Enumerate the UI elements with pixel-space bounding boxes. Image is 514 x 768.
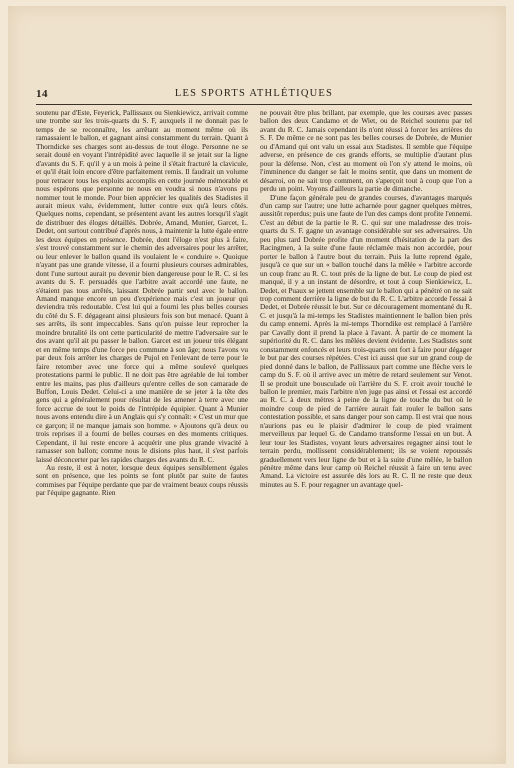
right-paragraph: ne pouvait être plus brillant, par exemple, que les courses avec passes ballon des deux Candamo et de Wiet, ou de Reichel soutenu par tel avant du R. C. Jamais cependant ils n'ont réussi à forcer les arrières du S. F. De même ce ne sont pas les belles courses de Dobrée, de Munier ou d'Amand qui ont valu un essai aux Stadistes. Il semble que l'équipe adverse, en présence de ces grands efforts, se multiplie d'autant plus pour la défense. Non, c'est au moment où l'on s'y attend le moins, où l'imminence du danger se fait le moins sentir, que dans un moment de désarroi, on ne sait trop comment, on s'aperçoit tout à coup que l'on a perdu un point. Voyons d'ailleurs la partie de dimanche. <box>260 109 472 194</box>
right-paragraph: D'une façon générale peu de grandes courses, d'avantages marqués d'un camp sur l'autre; une lutte acharnée pour gagner quelques mètres, aussitôt reperdus; puis une faute de l'un des camps dont profite l'ennemi. C'est au début de la partie le R. C. qui sur une maladresse des trois-quarts du S. F. gagne un avantage considérable sur ses adversaires. Un peu plus tard Dobrée profite d'un moment d'hésitation de la part des Racingmen, à la suite d'une faute réclamée mais non accordée, pour porter le ballon à l'autre bout du terrain. Puis la lutte reprend égale, jusqu'à ce que sur un « ballon touché dans la mêlée » l'arbitre accorde un coup franc au R. C. tout près de la ligne de but. Le coup de pied est manqué, il y a un instant de désordre, et tout à coup Sienkiewicz, L. Dedet, et Puaux se jettent ensemble sur le ballon qui a pénétré on ne sait trop comment derrière la ligne de but du R. C. L'arbitre accorde l'essai à Dedet, et Dobrée réussit le but. Sur ce découragement momentané du R. C. et jusqu'à la mi-temps les Stadistes maintiennent le ballon bien près du camp ennemi. Après la mi-temps Thorndike est remplacé à l'arrière par Cavally dont il prend la place à l'avant. À partir de ce moment la supériorité du R. C. dans les mêlées devient évidente. Les Stadistes sont constamment enfoncés et leurs trois-quarts ont fort à faire pour dégager le but par des courses répétées. C'est ici aussi que sur un grand coup de pied donné dans le ballon, de Pallissaux part comme une flèche vers le camp du S. F. où il arrive avec un mètre de retard seulement sur Venot. Il se produit une bousculade où l'arrière du S. F. croit avoir touché le ballon le premier, mais l'arbitre n'en juge pas ainsi et l'essai est accordé au R. C. à deux mètres à peine de la ligne de touche du but où le moindre coup de pied de l'arrière aurait fait rouler le ballon sans contestation possible, et sans danger pour son camp. Il est vrai que nous n'aurions pas eu le plaisir d'admirer le coup de pied vraiment merveilleux par lequel G. de Candamo transforme l'essai en un but. À leur tour les Stadistes, voyant leurs adversaires regagner ainsi tout le terrain perdu, mollissent considérablement; ils se voient repoussés graduellement vers leur ligne de but et à la suite d'une mêlée, le ballon pénètre même dans leur camp où Reichel réussit à faire un tenu avec Amand. La victoire est assurée dès lors au R. C. Il ne reste que deux minutes au S. F. pour regagner un avantage quel- <box>260 192 472 489</box>
left-column <box>36 109 248 693</box>
header-rule <box>36 104 472 105</box>
left-paragraph: soutenu par d'Este, Feyerick, Pallissaux ou Sienkiewicz, arrivait comme une trombe sur les trois-quarts du S. F, auxquels il ne donnait pas le temps de se reconnaître, les arrêtant au moment même où ils ramassaient le ballon, et gagnant ainsi constamment du terrain. Quant à Thorndicke ses charges sont au-dessus de tout éloge. Personne ne se serait douté en voyant l'intrépidité avec laquelle il se jetait sur la ligne d'avants du S. F. qu'il y a un mois à peine il s'était fracturé la clavicule, et qu'il était loin encore d'être parfaitement remis. Il faudrait un volume pour retracer tous les exploits accomplis en cette journée mémorable et nous espérons que personne ne nous en voudra si nous n'avons pu nommer tout le monde. Pour bien apprécier les qualités des Stadistes il aurait mieux valu, évidemment, lutter contre eux qu'à leurs côtés. Quelques noms, cependant, se présentent avant les autres lorsqu'il s'agit de distribuer des éloges détaillés. Dobrée, Amand, Munier, Garcet, L. Dedet, ont surtout contribué d'après nous, à maintenir la lutte égale entre les deux équipes en présence. Dobrée, dont l'éloge n'est plus à faire, s'est trouvé constamment sur le chemin des adversaires pour les arrêter, ou leur enlever le ballon quand ils voulaient le « conduire ». Quoique n'ayant pas une grande vitesse, il a fourni plusieurs courses admirables, dont l'une surtout aurait pu devenir bien dangereuse pour le R. C. si les avants du S. F. persuadés que l'arbitre avait accordé une faute, ne s'étaient pas tous arrêtés, laissant Dobrée partir seul avec le ballon. Amand manque encore un peu d'expérience mais c'est un joueur qui deviendra très redoutable. C'est lui qui a fourni les plus belles courses du côté du S. F. dégageant ainsi plusieurs fois son but menacé. Quant à ses arrêts, ils sont impeccables. Sans qu'on puisse leur reprocher la moindre brutalité ils ont cette particularité de mettre l'adversaire sur le dos avant qu'il ait pu passer le ballon. Garcet est un joueur très élégant et en même temps d'une force peu commune à son âge; nous l'avons vu par deux fois arrêter les charges de Pujol en l'enlevant de terre pour le faire retomber avec une force qui a même soulevé quelques protestations parmi le public. Il ne doit pas être agréable de lui tomber entre les mains, pas plus d'ailleurs qu'entre celles de son camarade de Buffon, Louis Dedet. Celui-ci a une manière de se jeter à la tête des gens qui a généralement pour résultat de les amener à terre avec une force accrue de tout le poids de l'intrépide équipier. Quant à Munier nous avons entendu dire à un Anglais qui s'y connaît: « C'est un mur que ce garçon; il ne manque jamais son homme. » Ajoutons qu'à deux ou trois reprises il a fourni de belles courses en des moments critiques. Cependant, il lui reste encore à acquérir une plus grande vivacité à ramasser son ballon; comme nous le disions plus haut, il s'est parfois laissé déconcerter par les rapides charges des avants du R. C. <box>36 109 248 464</box>
page-number: 14 <box>36 88 48 100</box>
page-header <box>36 88 472 102</box>
right-column <box>260 109 472 693</box>
article-body <box>36 109 472 693</box>
running-title: LES SPORTS ATHLÉTIQUES <box>174 88 334 99</box>
left-paragraph: Au reste, il est à noter, lorsque deux équipes sensiblement égales sont en présence, que les points se font plutôt par suite de fautes commises par l'équipe perdante que par de vraiment beaux coups réussis par l'équipe gagnante. Rien <box>36 463 248 498</box>
